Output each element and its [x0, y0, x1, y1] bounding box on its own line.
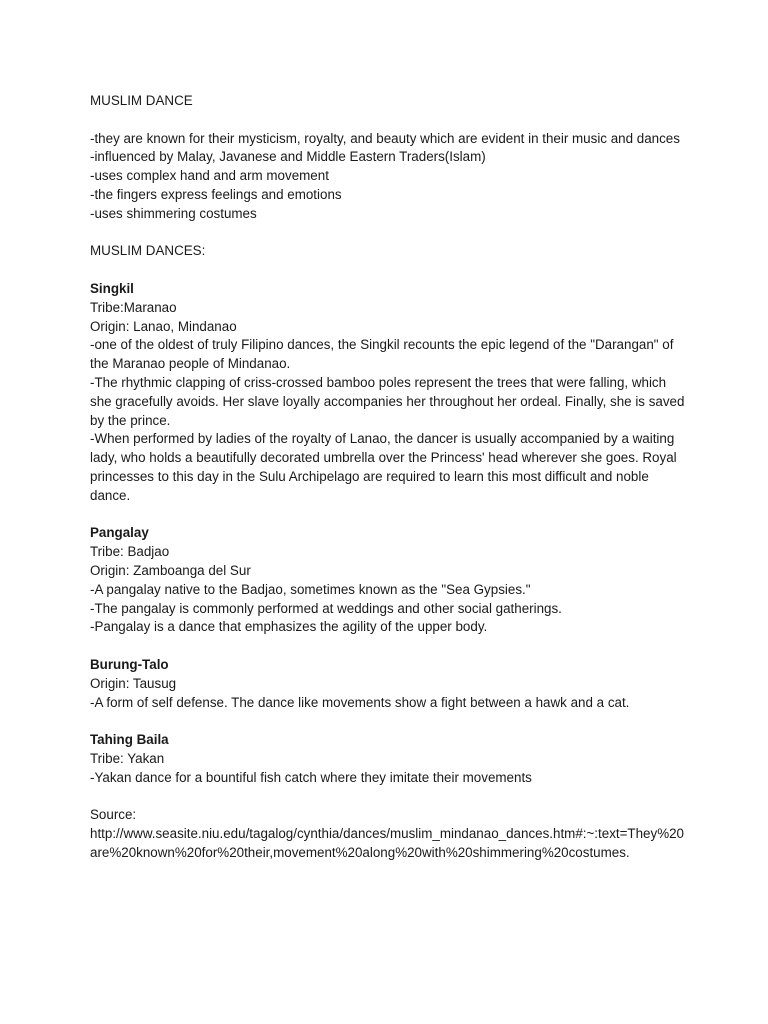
intro-point: -influenced by Malay, Javanese and Middle Eastern Traders(Islam)	[90, 149, 486, 165]
spacer	[90, 261, 690, 280]
dance-line: -one of the oldest of truly Filipino dances, the Singkil recounts the epic legend of the "Darangan" of the Maranao people of Mindanao.	[90, 337, 678, 372]
spacer	[90, 637, 690, 656]
dance-line: -Pangalay is a dance that emphasizes the agility of the upper body.	[90, 619, 488, 635]
document-page	[90, 92, 690, 863]
spacer	[90, 712, 690, 731]
dance-line: -A pangalay native to the Badjao, sometimes known as the "Sea Gypsies."	[90, 581, 531, 597]
spacer	[90, 111, 690, 130]
spacer	[90, 506, 690, 525]
dance-line: Tribe: Badjao	[90, 544, 170, 560]
dance-line: -The pangalay is commonly performed at weddings and other social gatherings.	[90, 600, 562, 616]
dance-section-burung-talo	[90, 656, 690, 712]
dance-line: Tribe:Maranao	[90, 299, 177, 315]
dance-line: Origin: Tausug	[90, 675, 177, 691]
document-title: MUSLIM DANCE	[90, 93, 193, 108]
intro-point: -the fingers express feelings and emotions	[90, 186, 342, 202]
dance-name: Burung-Talo	[90, 656, 169, 672]
dance-line: -A form of self defense. The dance like movements show a fight between a hawk and a cat.	[90, 694, 630, 710]
spacer	[90, 787, 690, 806]
dance-line: -When performed by ladies of the royalty of Lanao, the dancer is usually accompanied by a waiting lady, who holds a beautifully decorated umbrella over the Princess' head wherever she goes. Royal princesses to this day in the Sulu Archipelago are required to learn this most difficult and noble dance.	[90, 431, 681, 503]
dance-line: -The rhythmic clapping of criss-crossed bamboo poles represent the trees that were falling, which she gracefully avoids. Her slave loyally accompanies her throughout her ordeal. Finally, she is saved by the prince.	[90, 374, 689, 428]
spacer	[90, 224, 690, 243]
dance-line: Origin: Zamboanga del Sur	[90, 562, 251, 578]
dance-name: Singkil	[90, 280, 134, 296]
intro-point: -they are known for their mysticism, royalty, and beauty which are evident in their music and dances	[90, 130, 680, 146]
source-label: Source:	[90, 807, 137, 823]
source-section	[90, 806, 690, 862]
dance-section-singkil	[90, 280, 690, 506]
dance-name: Pangalay	[90, 525, 149, 541]
dance-section-tahing-baila	[90, 731, 690, 787]
dance-line: Tribe: Yakan	[90, 750, 165, 766]
intro-list	[90, 130, 690, 224]
intro-point: -uses shimmering costumes	[90, 205, 257, 221]
dance-line: -Yakan dance for a bountiful fish catch where they imitate their movements	[90, 769, 532, 785]
dances-heading: MUSLIM DANCES:	[90, 243, 206, 259]
dance-line: Origin: Lanao, Mindanao	[90, 318, 237, 334]
intro-point: -uses complex hand and arm movement	[90, 168, 329, 184]
dance-section-pangalay	[90, 524, 690, 637]
source-url[interactable]: http://www.seasite.niu.edu/tagalog/cynthia/dances/muslim_mindanao_dances.htm#:~:text=They%20are%20known%20for%20their,movement%20along%20with%20shimmering%20costumes.	[90, 826, 684, 860]
dance-name: Tahing Baila	[90, 732, 169, 748]
